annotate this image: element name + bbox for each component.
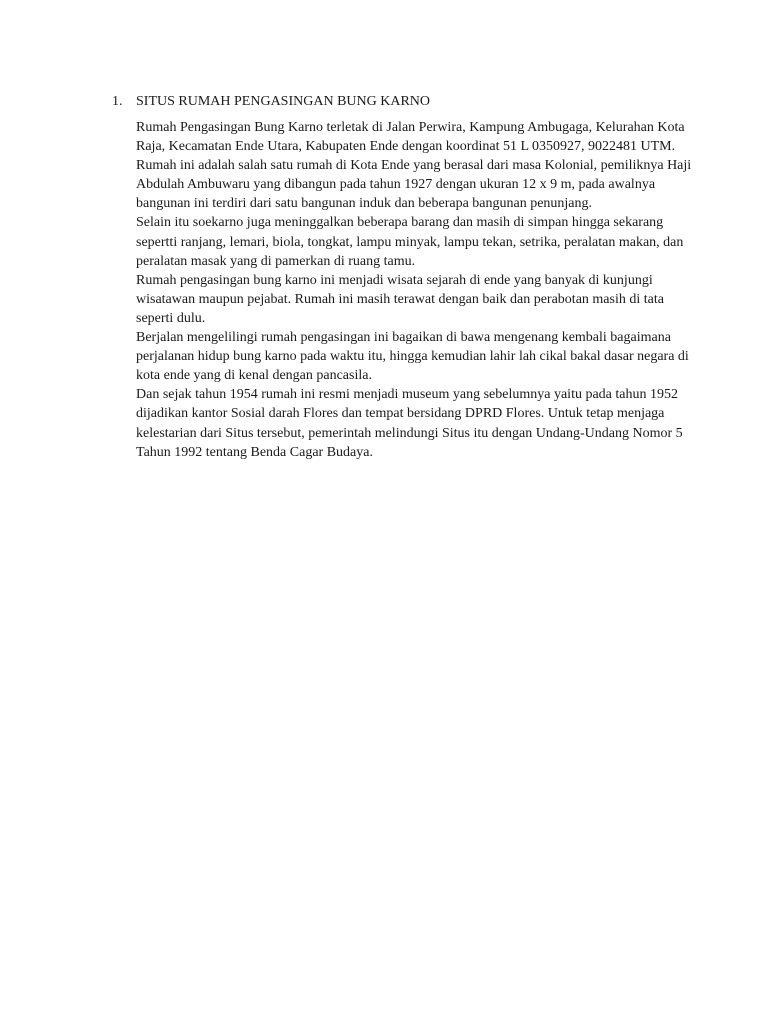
section-heading [112, 92, 672, 111]
section-title: SITUS RUMAH PENGASINGAN BUNG KARNO [136, 94, 431, 109]
paragraph-history: Rumah ini adalah salah satu rumah di Kota Ende yang berasal dari masa Kolonial, pemiliknya Haji Abdulah Ambuwaru yang dibangun pada tahun 1927 dengan ukuran 12 x 9 m, pada awalnya bangunan ini terdiri dari satu bangunan induk dan beberapa bangunan penunjang. [136, 158, 692, 212]
section-body [136, 118, 692, 462]
paragraph-tourism: Rumah pengasingan bung karno ini menjadi wisata sejarah di ende yang banyak di kunjungi wisatawan maupun pejabat. Rumah ini masih terawat dengan baik dan perabotan masih di tata seperti dulu. [136, 272, 664, 326]
paragraph-belongings: Selain itu soekarno juga meninggalkan beberapa barang dan masih di simpan hingga sekarang sepertti ranjang, lemari, biola, tongkat, lampu minyak, lampu tekan, setrika, peralatan makan, dan peralatan masak yang di pamerkan di ruang tamu. [136, 215, 684, 269]
paragraph-reflection: Berjalan mengelilingi rumah pengasingan ini bagaikan di bawa mengenang kembali bagaimana perjalanan hidup bung karno pada waktu itu, hingga kemudian lahir lah cikal bakal dasar negara di kota ende yang di kenal dengan pancasila. [136, 330, 689, 384]
list-number: 1. [112, 94, 123, 109]
paragraph-location: Rumah Pengasingan Bung Karno terletak di Jalan Perwira, Kampung Ambugaga, Kelurahan Kota Raja, Kecamatan Ende Utara, Kabupaten Ende dengan koordinat 51 L 0350927, 9022481 UTM. [136, 120, 685, 155]
paragraph-museum: Dan sejak tahun 1954 rumah ini resmi menjadi museum yang sebelumnya yaitu pada tahun 1952 dijadikan kantor Sosial darah Flores dan tempat bersidang DPRD Flores. Untuk tetap menjaga kelestarian dari Situs tersebut, pemerintah melindungi Situs itu dengan Undang-Undang Nomor 5 Tahun 1992 tentang Benda Cagar Budaya. [136, 387, 683, 460]
